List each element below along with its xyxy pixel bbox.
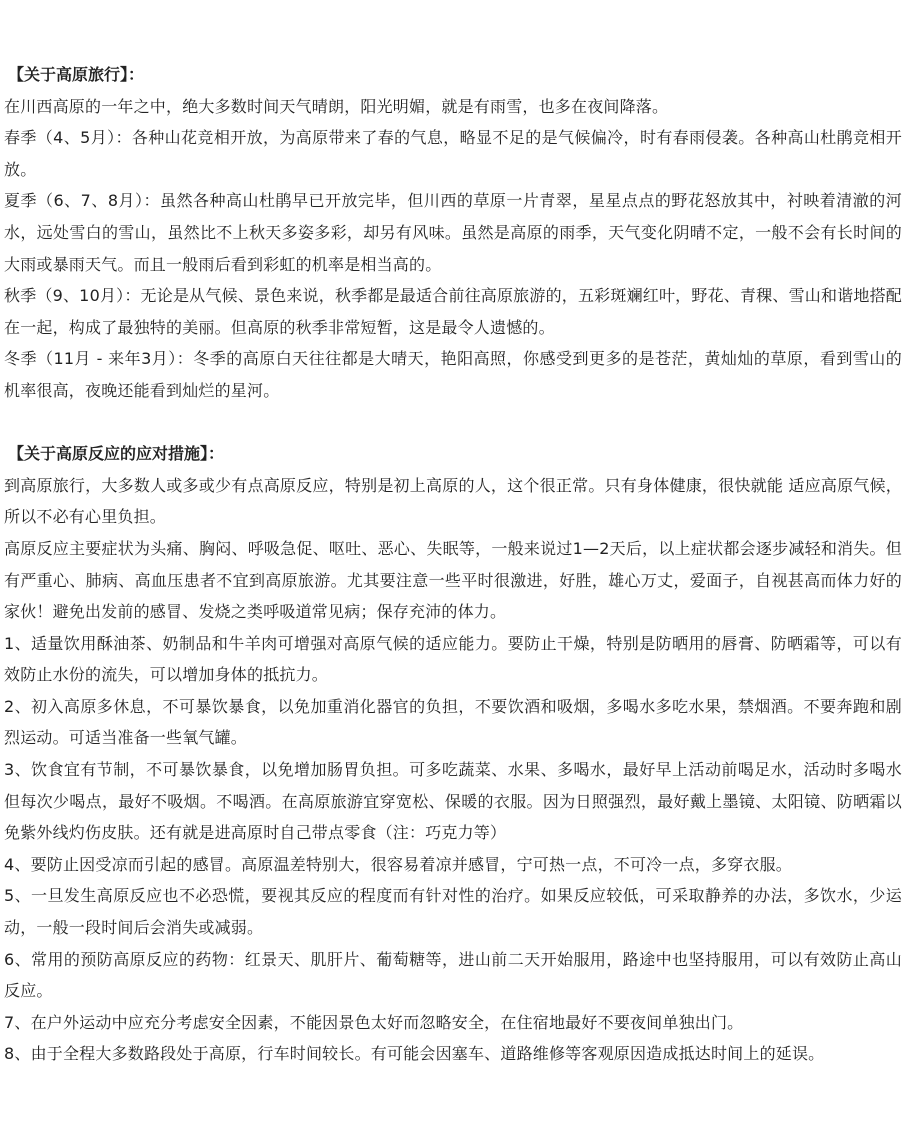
list-item-3: 3、饮食宜有节制，不可暴饮暴食，以免增加肠胃负担。可多吃蔬菜、水果、多喝水，最好早上活动前喝足水，活动时多喝水但每次少喝点，最好不吸烟。不喝酒。在高原旅游宜穿宽松、保暖的衣服。因为日照强烈，最好戴上墨镜、太阳镜、防晒霜以免紫外线灼伤皮肤。还有就是进高原时自己带点零食（注：巧克力等）: [4, 760, 902, 843]
article-body: [4, 59, 902, 1070]
list-item-7: 7、在户外运动中应充分考虑安全因素，不能因景色太好而忽略安全，在住宿地最好不要夜间单独出门。: [4, 1012, 744, 1032]
list-item-4: 4、要防止因受凉而引起的感冒。高原温差特别大，很容易着凉并感冒，宁可热一点，不可冷一点，多穿衣服。: [4, 854, 792, 874]
paragraph-altitude-intro: 到高原旅行，大多数人或多或少有点高原反应，特别是初上高原的人，这个很正常。只有身体健康，很快就能 适应高原气候，所以不必有心里负担。: [4, 475, 902, 527]
list-item-5: 5、一旦发生高原反应也不必恐慌，要视其反应的程度而有针对性的治疗。如果反应较低，可采取静养的办法，多饮水，少运 动，一般一段时间后会消失或减弱。: [4, 886, 902, 938]
paragraph-winter: 冬季（11月 - 来年3月）：冬季的高原白天往往都是大晴天，艳阳高照，你感受到更多的是苍茫，黄灿灿的草原，看到雪山的机率很高，夜晚还能看到灿烂的星河。: [4, 349, 902, 400]
paragraph-symptoms: 高原反应主要症状为头痛、胸闷、呼吸急促、呕吐、恶心、失眠等，一般来说过1—2天后，以上症状都会逐步减轻和消失。但有严重心、肺病、高血压患者不宜到高原旅游。尤其要注意一些平时很激进，好胜，雄心万丈，爱面子，自视甚高而体力好的家伙！避免出发前的感冒、发烧之类呼吸道常见病；保存充沛的体力。: [4, 538, 902, 622]
section-heading-plateau-travel: 【关于高原旅行】：: [8, 65, 145, 84]
paragraph-intro: 在川西高原的一年之中，绝大多数时间天气晴朗，阳光明媚，就是有雨雪，也多在夜间降落。: [4, 96, 669, 116]
paragraph-autumn: 秋季（9、10月）：无论是从气候、景色来说，秋季都是最适合前往高原旅游的，五彩斑斓红叶，野花、青稞、雪山和谐地搭配在一起，构成了最独特的美丽。但高原的秋季非常短暂，这是最令人遗憾的。: [4, 286, 902, 337]
list-item-2: 2、初入高原多休息，不可暴饮暴食，以免加重消化器官的负担，不要饮酒和吸烟，多喝水多吃水果，禁烟酒。不要奔跑和剧烈运动。可适当准备一些氧气罐。: [4, 696, 902, 748]
list-item-1: 1、适量饮用酥油茶、奶制品和牛羊肉可增强对高原气候的适应能力。要防止干燥，特别是防晒用的唇膏、防晒霜等，可以有效防止水份的流失，可以增加身体的抵抗力。: [4, 633, 902, 685]
paragraph-summer: 夏季（6、7、8月）：虽然各种高山杜鹃早已开放完毕，但川西的草原一片青翠，星星点点的野花怒放其中，衬映着清澈的河水，远处雪白的雪山，虽然比不上秋天多姿多彩，却另有风味。虽然是高原的雨季，天气变化阴晴不定，一般不会有长时间的大雨或暴雨天气。而且一般雨后看到彩虹的机率是相当高的。: [4, 191, 902, 274]
section-spacer: [4, 407, 902, 439]
section-heading-altitude-sickness: 【关于高原反应的应对措施】：: [8, 444, 225, 464]
list-item-6: 6、常用的预防高原反应的药物：红景天、肌肝片、葡萄糖等，进山前二天开始服用，路途中也坚持服用，可以有效防止高山反应。: [4, 949, 902, 1001]
paragraph-spring: 春季（4、5月）：各种山花竞相开放，为高原带来了春的气息，略显不足的是气候偏冷，时有春雨侵袭。各种高山杜鹃竞相开放。: [4, 128, 902, 179]
list-item-8: 8、由于全程大多数路段处于高原，行车时间较长。有可能会因塞车、道路维修等客观原因造成抵达时间上的延误。: [4, 1044, 825, 1064]
